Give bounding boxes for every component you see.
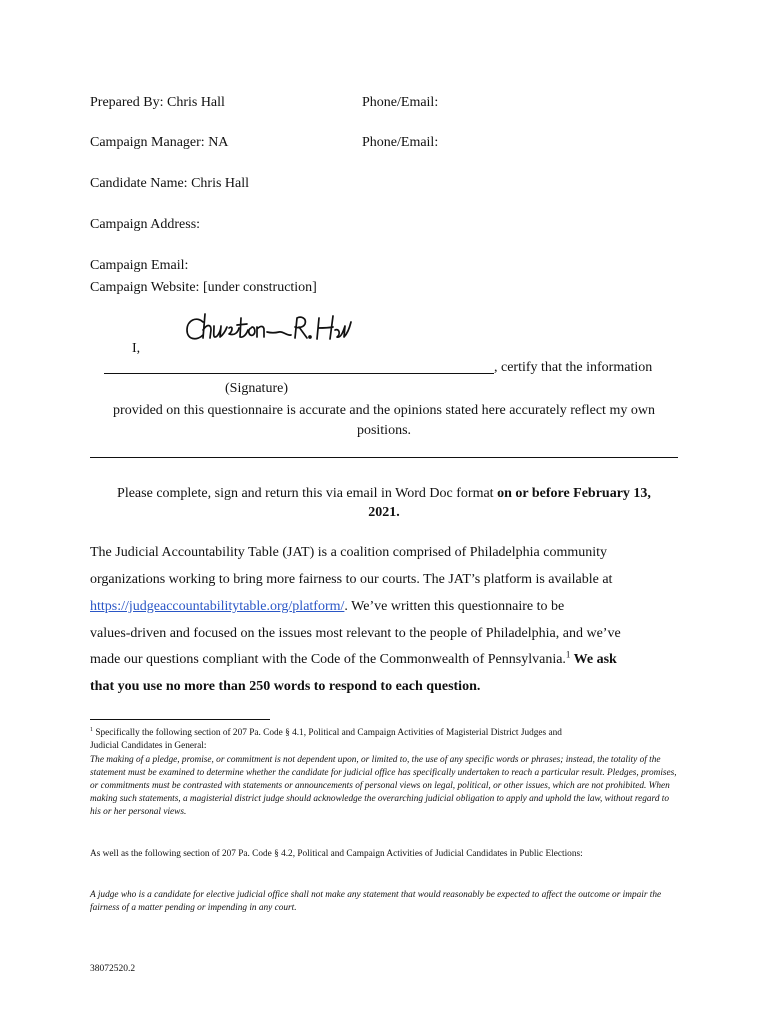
prepared-by-value: Chris Hall (166, 95, 225, 110)
footnote-marker: 1 (90, 726, 93, 733)
candidate-name-label: Candidate Name: (90, 176, 188, 191)
prepared-by-line (90, 94, 225, 111)
footnote-separator (90, 719, 270, 720)
instructions-text: Please complete, sign and return this via email in Word Doc format (117, 486, 494, 501)
intro-line-1: The Judicial Accountability Table (JAT) is a coalition comprised of Philadelphia community (90, 545, 608, 560)
footnote-paragraph-2: As well as the following section of 207 Pa. Code § 4.2, Political and Campaign Activities of Judicial Candidates in Public Elections: (90, 849, 583, 859)
deadline-text: on or before February 13, (497, 486, 651, 501)
campaign-manager-value: NA (208, 135, 229, 150)
signature-line (104, 373, 494, 374)
campaign-website-label: Campaign Website: (90, 280, 200, 295)
intro-line-2: organizations working to bring more fairness to our courts. The JAT’s platform is available at (90, 572, 613, 587)
signature-caption: (Signature) (225, 381, 288, 396)
section-divider (90, 457, 678, 458)
campaign-manager-label: Campaign Manager: (90, 135, 205, 150)
footnote-reference[interactable]: 1 (565, 649, 571, 660)
campaign-manager-line (90, 134, 228, 151)
intro-line-3 (90, 599, 564, 615)
i-label: I, (132, 341, 141, 356)
candidate-name-line (90, 175, 249, 192)
intro-line-4: values-driven and focused on the issues most relevant to the people of Philadelphia, and we’ve (90, 626, 621, 641)
campaign-address-label: Campaign Address: (90, 217, 201, 232)
footnote-quote-2-text: A judge who is a candidate for elective judicial office shall not make any statement that would reasonably be expected to affect the outcome or impair the fairness of a matter pending or impending in any court. (90, 890, 662, 913)
instructions-line-1 (85, 485, 683, 502)
campaign-email-label: Campaign Email: (90, 258, 189, 273)
prepared-by-label: Prepared By: (90, 95, 164, 110)
certify-text: , certify that the information (494, 360, 653, 375)
deadline-year: 2021. (368, 505, 400, 520)
campaign-website-line (90, 279, 317, 296)
accuracy-statement: provided on this questionnaire is accurate and the opinions stated here accurately reflect my own (113, 403, 655, 418)
word-limit-text: that you use no more than 250 words to respond to each question. (90, 679, 481, 694)
phone-email-label-1: Phone/Email: (362, 95, 439, 110)
platform-link[interactable]: https://judgeaccountabilitytable.org/platform/ (90, 599, 345, 614)
document-id: 38072520.2 (90, 964, 136, 974)
campaign-website-value: [under construction] (202, 280, 317, 295)
footnote-intro (90, 727, 680, 753)
footnote-line-2: Judicial Candidates in General: (90, 741, 207, 751)
footnote-quote-2 (90, 889, 680, 915)
handwritten-signature (183, 308, 355, 348)
intro-line-5-text: made our questions compliant with the Code of the Commonwealth of Pennsylvania. (90, 652, 566, 667)
footnote-line-1: Specifically the following section of 207 Pa. Code § 4.1, Political and Campaign Activities of Magisterial District Judges and (93, 728, 562, 738)
footnote-quote-1-text: The making of a pledge, promise, or commitment is not dependent upon, or limited to, the use of any specific words or phrases; instead, the totality of the statement must be examined to determine whether the candidate for judicial office has specifically undertaken to reach a particular result. Pledges, promises, or commitments must be contrasted with statements or announcements of personal views on legal, political, or other issues, which are not prohibited. When making such statements, a magisterial district judge should acknowledge the overarching judicial obligation to apply and uphold the law, without regard to his or her personal views. (90, 755, 677, 817)
phone-email-label-2: Phone/Email: (362, 135, 439, 150)
intro-line-3-text: . We’ve written this questionnaire to be (344, 599, 565, 614)
footnote-quote-1 (90, 754, 680, 819)
accuracy-statement-2: positions. (356, 423, 412, 438)
intro-line-5 (90, 649, 617, 668)
candidate-name-value: Chris Hall (191, 176, 250, 191)
word-limit-lead: We ask (570, 652, 617, 667)
